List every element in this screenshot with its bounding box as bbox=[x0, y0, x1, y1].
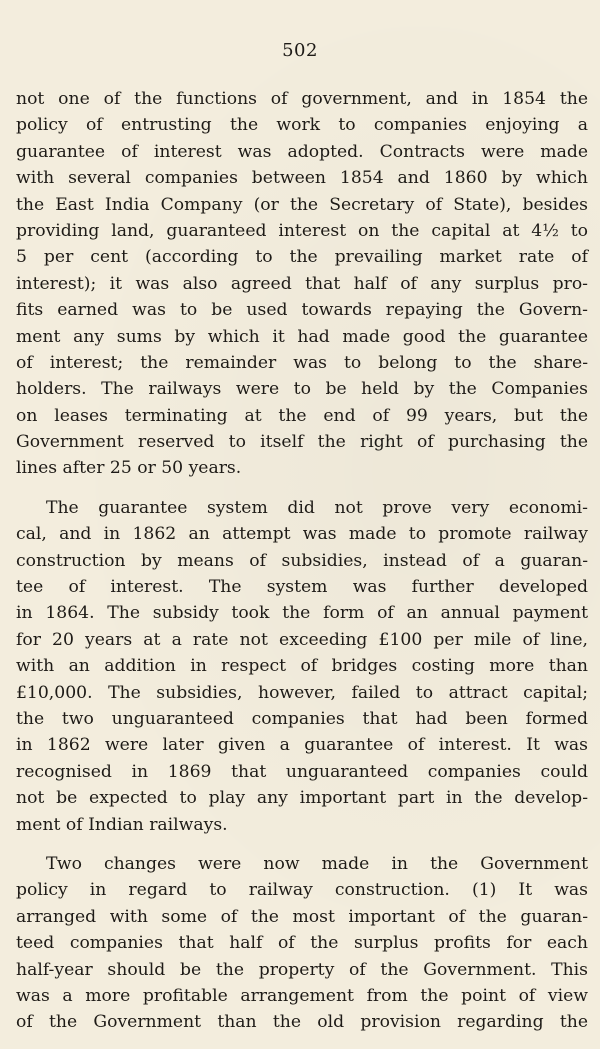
text-line: teed companies that half of the surplus profits for each bbox=[16, 933, 588, 954]
text-line: arranged with some of the most important of the guaran- bbox=[16, 906, 588, 927]
text-line: construction by means of subsidies, instead of a guaran- bbox=[16, 550, 588, 571]
text-line: The guarantee system did not prove very economi- bbox=[46, 497, 588, 518]
paragraph-1 bbox=[16, 86, 588, 482]
text-line: of the Government than the old provision regarding the bbox=[16, 1012, 588, 1033]
text-line: with an addition in respect of bridges costing more than bbox=[16, 656, 588, 677]
text-line: was a more profitable arrangement from the point of view bbox=[16, 985, 588, 1006]
text-line: of interest; the remainder was to belong to the share- bbox=[16, 352, 588, 373]
text-line: in 1864. The subsidy took the form of an annual payment bbox=[16, 603, 588, 624]
text-line: not one of the functions of government, and in 1854 the bbox=[16, 89, 588, 109]
page-number: 502 bbox=[282, 40, 318, 61]
text-line: cal, and in 1862 an attempt was made to promote railway bbox=[16, 524, 588, 545]
body-text bbox=[16, 86, 588, 1036]
text-line: interest); it was also agreed that half of any surplus pro- bbox=[16, 273, 588, 294]
text-line: with several companies between 1854 and 1860 by which bbox=[16, 168, 588, 189]
text-line: recognised in 1869 that unguaranteed companies could bbox=[16, 761, 588, 782]
text-line: Two changes were now made in the Government bbox=[46, 853, 588, 874]
text-line: the two unguaranteed companies that had been formed bbox=[16, 708, 588, 729]
text-line: half-year should be the property of the Government. This bbox=[16, 959, 588, 980]
text-line: policy in regard to railway construction. (1) It was bbox=[16, 880, 588, 901]
text-line: not be expected to play any important part in the develop- bbox=[16, 788, 588, 809]
text-line: in 1862 were later given a guarantee of interest. It was bbox=[16, 735, 588, 756]
text-line: policy of entrusting the work to companies enjoying a bbox=[16, 115, 588, 136]
text-line: for 20 years at a rate not exceeding £100 per mile of line, bbox=[16, 629, 588, 650]
text-line: providing land, guaranteed interest on the capital at 4½ to bbox=[16, 220, 588, 241]
paragraph-2 bbox=[16, 495, 588, 838]
text-line: holders. The railways were to be held by the Companies bbox=[16, 379, 588, 400]
text-line: £10,000. The subsidies, however, failed to attract capital; bbox=[16, 682, 588, 703]
text-line: tee of interest. The system was further developed bbox=[16, 577, 588, 598]
text-line: on leases terminating at the end of 99 years, but the bbox=[16, 405, 588, 426]
paragraph-3 bbox=[16, 851, 588, 1036]
text-line: Government reserved to itself the right of purchasing the bbox=[16, 432, 588, 453]
text-line: guarantee of interest was adopted. Contracts were made bbox=[16, 141, 588, 162]
text-line: 5 per cent (according to the prevailing market rate of bbox=[16, 247, 588, 268]
text-line: lines after 25 or 50 years. bbox=[16, 458, 242, 479]
text-line: fits earned was to be used towards repaying the Govern- bbox=[16, 300, 588, 321]
text-line: ment any sums by which it had made good the guarantee bbox=[16, 326, 588, 347]
text-line: the East India Company (or the Secretary of State), besides bbox=[16, 194, 588, 215]
text-line: ment of Indian railways. bbox=[16, 814, 228, 835]
